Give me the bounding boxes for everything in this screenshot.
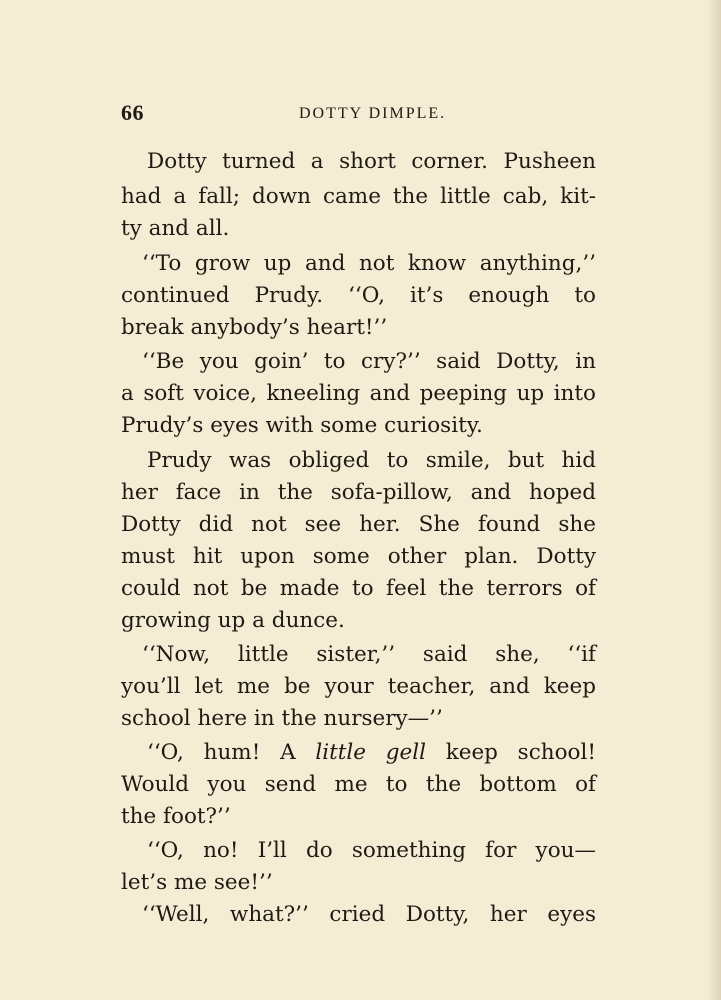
text-line: school here in the nursery—’’ [121,706,443,731]
text-line: the foot?’’ [121,804,231,829]
text-line: let’s me see!’’ [121,870,273,895]
text-line: Would you send me to the bottom of [121,772,596,797]
text-line: a soft voice, kneeling and peeping up into [121,381,596,406]
text-line: must hit upon some other plan. Dotty [121,544,596,569]
text-line: Dotty did not see her. She found she [121,512,596,537]
text-line: continued Prudy. ‘‘O, it’s enough to [121,283,596,308]
text-line: her face in the sofa-pillow, and hoped [121,480,596,505]
text-line: ‘‘O, no! I’ll do something for you— [147,838,596,863]
text-line: break anybody’s heart!’’ [121,315,388,340]
page-header [121,101,601,125]
text-line: ty and all. [121,216,230,241]
text-line: Prudy was obliged to smile, but hid [147,448,596,473]
text-run: ‘‘O, hum! A [147,740,316,765]
text-line: Dotty turned a short corner. Pusheen [147,149,596,174]
text-line: ‘‘Well, what?’’ cried Dotty, her eyes [142,902,596,927]
running-head: DOTTY DIMPLE. [299,105,447,122]
text-line: had a fall; down came the little cab, kit- [121,184,596,209]
page-number: 66 [121,100,144,125]
page-edge-shadow [707,0,721,1000]
text-line: growing up a dunce. [121,608,345,633]
italic-text-run: little gell [315,740,426,765]
text-line: ‘‘Be you goin’ to cry?’’ said Dotty, in [142,349,596,374]
text-line: you’ll let me be your teacher, and keep [121,674,596,699]
text-line: ‘‘Now, little sister,’’ said she, ‘‘if [142,642,596,667]
text-line: Prudy’s eyes with some curiosity. [121,413,483,438]
text-run: keep school! [425,740,596,765]
text-line: ‘‘To grow up and not know anything,’’ [142,251,596,276]
text-line: could not be made to feel the terrors of [121,576,596,601]
text-line [121,737,596,769]
